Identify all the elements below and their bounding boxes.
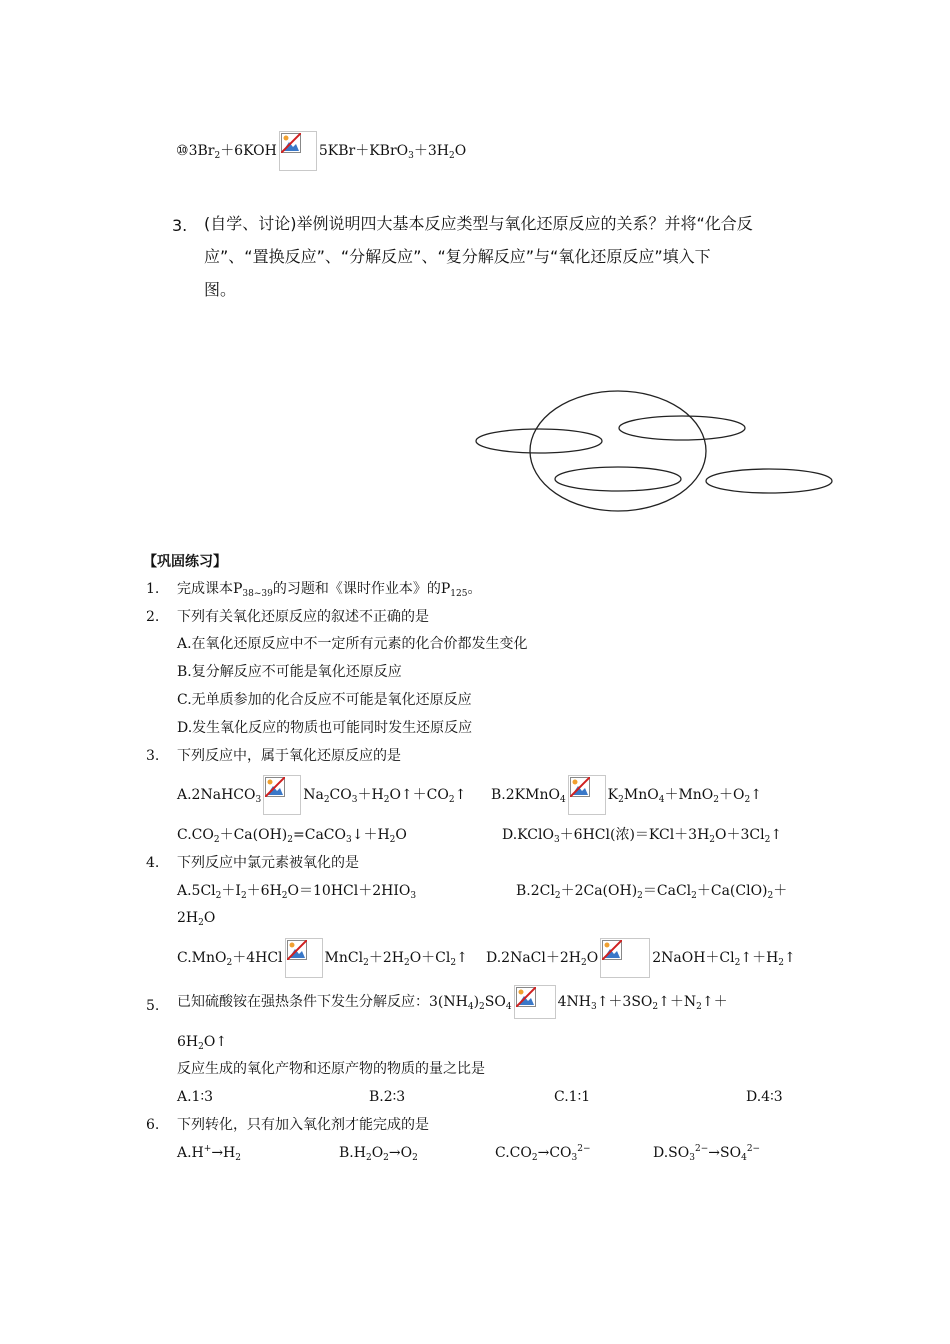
practice-6-option-d: $D.SO_3^{2-}\to SO_4^{2-}$ bbox=[653, 1144, 761, 1163]
practice-5-option-b: B.2∶3 bbox=[369, 1089, 406, 1105]
practice-2-number: 2. bbox=[146, 609, 160, 625]
practice-5-stem-wrap: $6H_2O↑$ bbox=[177, 1034, 228, 1052]
practice-5-option-c: C.1∶1 bbox=[554, 1089, 591, 1105]
reaction-type-diagram bbox=[470, 385, 840, 517]
practice-6-option-a: $A.H^+\to H_2$ bbox=[177, 1144, 242, 1163]
practice-6-stem: 下列转化，只有加入氧化剂才能完成的是 bbox=[177, 1117, 429, 1133]
equation-10: $⑩3Br_2+6KOH$ $5KBr+KBrO_3+3H_2O$ bbox=[176, 131, 466, 171]
practice-6-option-c: $C.CO_2\to CO_3^{2-}$ bbox=[495, 1144, 591, 1163]
practice-3-option-d: D.KClO$_3$＋6HCl(浓)$=KCl+3H_2O+3Cl_2↑$ bbox=[502, 827, 783, 845]
practice-2-option-a: A.在氧化还原反应中不一定所有元素的化合价都发生变化 bbox=[177, 636, 528, 652]
practice-2-option-b: B.复分解反应不可能是氧化还原反应 bbox=[177, 664, 402, 680]
broken-image-icon bbox=[568, 775, 606, 815]
practice-2-option-c: C.无单质参加的化合反应不可能是氧化还原反应 bbox=[177, 692, 472, 708]
practice-2-option-d: D.发生氧化反应的物质也可能同时发生还原反应 bbox=[177, 720, 473, 736]
redox-ellipse bbox=[530, 391, 706, 511]
practice-3-stem: 下列反应中，属于氧化还原反应的是 bbox=[177, 748, 401, 764]
practice-4-option-d: $D.2NaCl+2H_2O$ $2NaOH+Cl_2↑+H_2↑$ bbox=[486, 938, 796, 978]
broken-image-icon bbox=[600, 938, 650, 978]
practice-4-number: 4. bbox=[146, 855, 160, 871]
practice-1-text: 完成课本$P_{38\sim 39}$的习题和《课时作业本》的$P_{125}$。 bbox=[177, 581, 482, 599]
practice-5-number: 5. bbox=[146, 998, 160, 1014]
practice-1-number: 1. bbox=[146, 581, 160, 597]
practice-5-option-d: D.4∶3 bbox=[746, 1089, 783, 1105]
practice-4-option-b: $B.2Cl_2+2Ca(OH)_2=CaCl_2+Ca(ClO)_2+$ bbox=[516, 883, 788, 901]
practice-4-stem: 下列反应中氯元素被氧化的是 bbox=[177, 855, 359, 871]
practice-3-number: 3. bbox=[146, 748, 160, 764]
practice-3-option-b: B.2KMnO$_4$ $K_2MnO_4+MnO_2+O_2↑$ bbox=[491, 775, 762, 815]
practice-3-option-a: A.2NaHCO$_3$ $Na_2CO_3+H_2O↑+CO_2↑$ bbox=[177, 775, 466, 815]
practice-4-option-b-wrap: $2H_2O$ bbox=[177, 910, 216, 928]
question-3-line1: (自学、讨论)举例说明四大基本反应类型与氧化还原反应的关系？并将“化合反 bbox=[204, 214, 753, 233]
broken-image-icon bbox=[263, 775, 301, 815]
broken-image-icon bbox=[279, 131, 317, 171]
practice-4-option-c: C.MnO$_2$＋4HCl $MnCl_2+2H_2O+Cl_2↑$ bbox=[177, 938, 468, 978]
broken-image-icon bbox=[514, 985, 556, 1019]
question-3-number: 3. bbox=[172, 216, 188, 235]
practice-6-option-b: $B.H_2O_2\to O_2$ bbox=[339, 1145, 418, 1163]
outer-right-ellipse bbox=[706, 469, 832, 493]
practice-4-option-a: $A.5Cl_2+I_2+6H_2O=10HCl+2HIO_3$ bbox=[177, 883, 417, 901]
left-ellipse bbox=[476, 429, 602, 453]
practice-5-question: 反应生成的氧化产物和还原产物的物质的量之比是 bbox=[177, 1061, 485, 1077]
section-title: 【巩固练习】 bbox=[143, 554, 227, 570]
practice-5-stem: 已知硫酸铵在强热条件下发生分解反应：$3(NH_4)_2SO_4$ $4NH_3↑+3SO_2↑+N_2↑+$ bbox=[177, 985, 728, 1019]
practice-6-number: 6. bbox=[146, 1117, 160, 1133]
question-3-line3: 图。 bbox=[204, 280, 237, 299]
upper-right-ellipse bbox=[619, 416, 745, 440]
practice-5-option-a: A.1∶3 bbox=[177, 1089, 214, 1105]
practice-2-stem: 下列有关氧化还原反应的叙述不正确的是 bbox=[177, 609, 429, 625]
inner-lower-ellipse bbox=[555, 467, 681, 491]
practice-3-option-c: $C.CO_2+Ca(OH)_2=CaCO_3↓+H_2O$ bbox=[177, 827, 407, 845]
question-3-line2: 应”、“置换反应”、“分解反应”、“复分解反应”与“氧化还原反应”填入下 bbox=[204, 247, 711, 266]
broken-image-icon bbox=[285, 938, 323, 978]
